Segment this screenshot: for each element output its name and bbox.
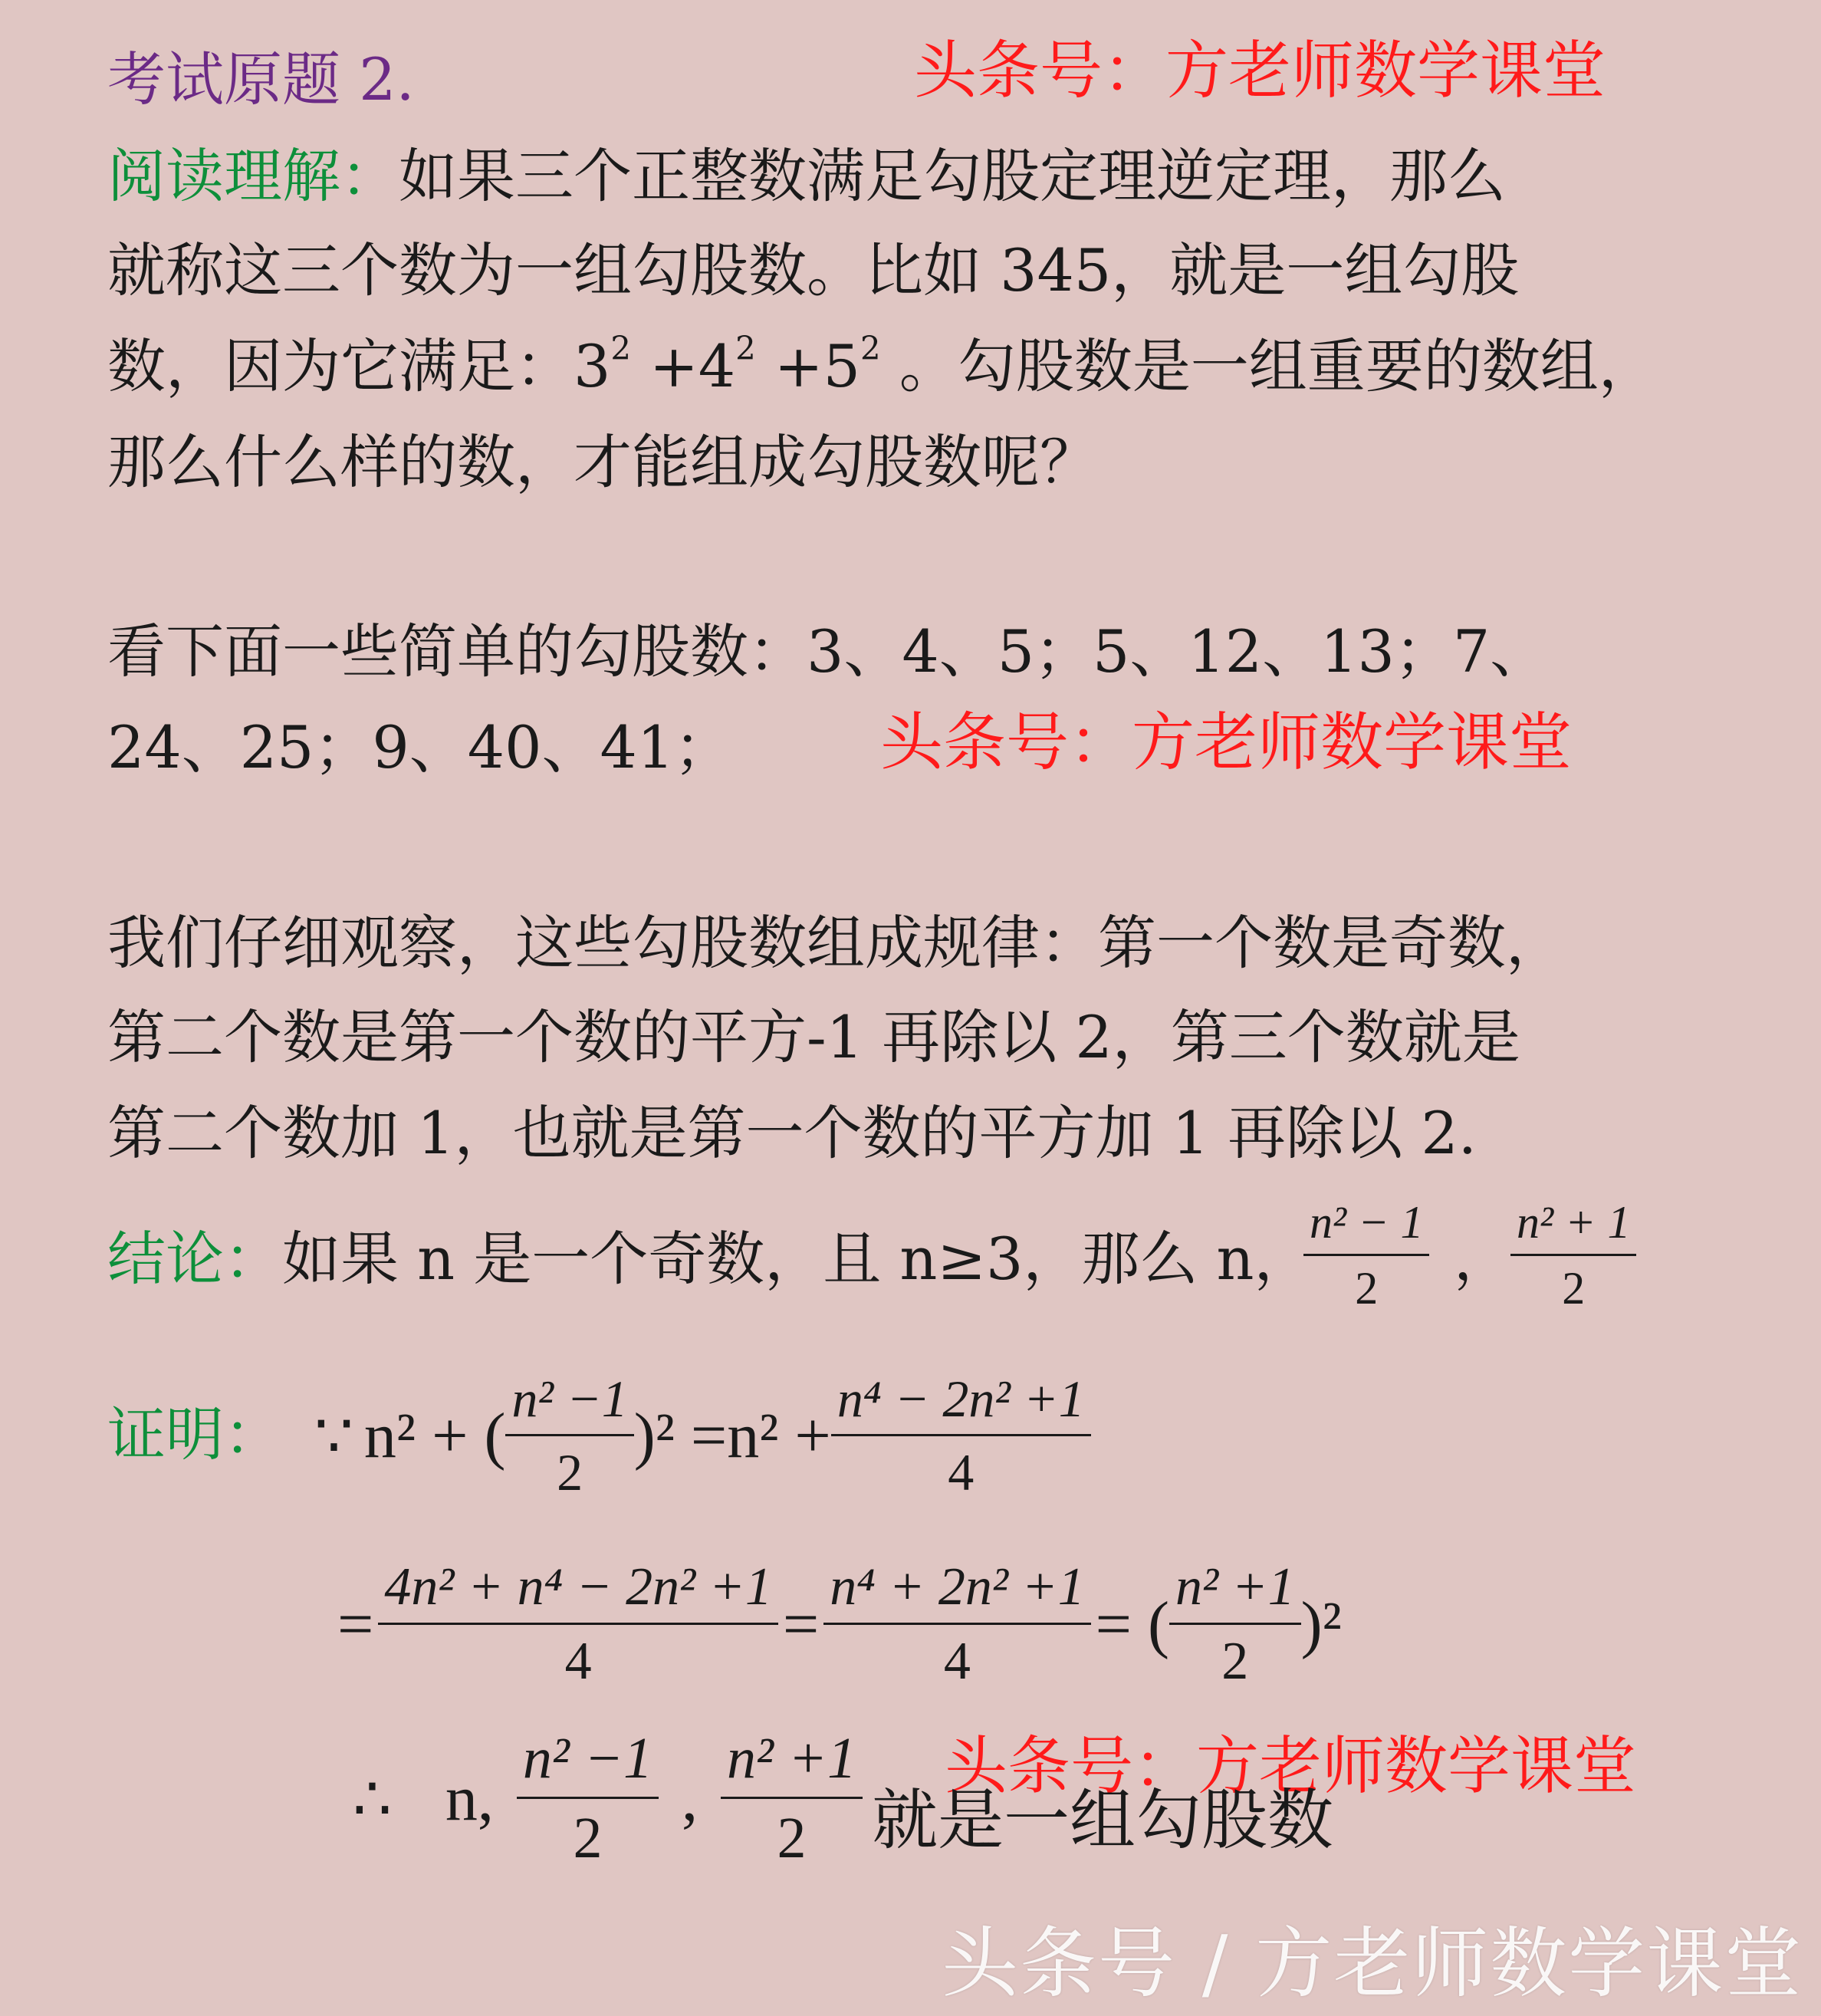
proof-label: 证明： [107,1400,282,1468]
reading-label: 阅读理解： [107,142,399,210]
proof-expr-1a: n² + ( [363,1400,506,1472]
fraction-numerator: 4n² + n⁴ − 2n² +1 [384,1557,772,1616]
fraction-denominator: 2 [557,1443,583,1501]
equals-sign: = [337,1589,374,1660]
observe-line-3: 第二个数加 1，也就是第一个数的平方加 1 再除以 2. [107,1099,1477,1167]
square-2: 2 [735,329,756,367]
fraction-denominator: 2 [1355,1263,1379,1314]
n-variable: n, [445,1763,494,1834]
fraction-denominator: 4 [948,1443,975,1501]
fraction-denominator: 2 [1221,1632,1249,1691]
fraction-numerator: n² −1 [511,1370,628,1428]
author-tag-3: 头条号：方老师数学课堂 [945,1730,1637,1803]
fraction-numerator: n² +1 [1175,1557,1295,1616]
reading-line-4: 那么什么样的数，才能组成勾股数呢？ [107,428,1098,496]
reading-text-3b: +4 [630,332,736,400]
author-tag-2: 头条号：方老师数学课堂 [880,706,1573,779]
therefore-symbol: ∴ [353,1763,392,1834]
conclusion-text: 如果 n 是一个奇数，且 n≥3，那么 n， [282,1225,1313,1293]
proof-line-1 [314,1369,1091,1503]
page-title: 考试原题 2. [107,45,415,113]
square-3: 2 [860,329,881,367]
conclusion-line [107,1225,1313,1293]
author-tag-1: 头条号：方老师数学课堂 [914,35,1606,107]
reading-text-3a: 数，因为它满足：3 [107,332,611,400]
fraction-denominator: 2 [573,1806,603,1870]
fraction-denominator: 4 [564,1632,592,1691]
proof-expr-1b: )² =n² + [633,1400,831,1472]
observe-line-2: 第二个数是第一个数的平方-1 再除以 2，第三个数就是 [107,1003,1520,1071]
fraction-numerator: n² −1 [522,1726,652,1791]
because-symbol: ∵ [314,1400,353,1472]
fraction-denominator: 2 [777,1806,807,1870]
comma: , [681,1763,698,1834]
reading-line-2: 就称这三个数为一组勾股数。比如 345，就是一组勾股 [107,236,1520,304]
reading-line-1 [107,142,1506,210]
reading-text-3c: +5 [755,332,860,400]
conclusion-fraction-2 [1510,1196,1636,1315]
proof-line-3 [353,1725,1333,1872]
fraction-numerator: n⁴ − 2n² +1 [837,1370,1085,1428]
conclusion-label: 结论： [107,1225,282,1293]
conclusion-statement: 就是一组勾股数 [872,1781,1334,1859]
conclusion-fraction-1 [1303,1196,1429,1315]
conclusion-comma: ， [1454,1225,1512,1293]
close-paren-square: )² [1300,1589,1342,1660]
proof-line-2 [337,1557,1342,1692]
fraction-numerator: n² − 1 [1310,1197,1424,1248]
examples-line-1: 看下面一些简单的勾股数：3、4、5；5、12、13；7、 [107,617,1549,686]
reading-line-3 [107,329,1657,400]
reading-text-1: 如果三个正整数满足勾股定理逆定理，那么 [399,142,1506,210]
fraction-numerator: n² + 1 [1517,1197,1631,1248]
watermark: 头条号 / 方老师数学课堂 [942,1919,1803,2008]
fraction-numerator: n² +1 [726,1726,857,1791]
observe-line-1: 我们仔细观察，这些勾股数组成规律：第一个数是奇数， [107,909,1564,977]
equals-sign-2: = [782,1589,820,1660]
fraction-numerator: n⁴ + 2n² +1 [830,1557,1085,1616]
fraction-denominator: 2 [1562,1263,1586,1314]
equals-paren: = ( [1095,1589,1169,1660]
square-1: 2 [610,329,631,367]
fraction-denominator: 4 [943,1632,971,1691]
examples-line-2: 24、25；9、40、41； [107,713,733,781]
reading-text-3d: 。勾股数是一组重要的数组， [880,332,1657,400]
